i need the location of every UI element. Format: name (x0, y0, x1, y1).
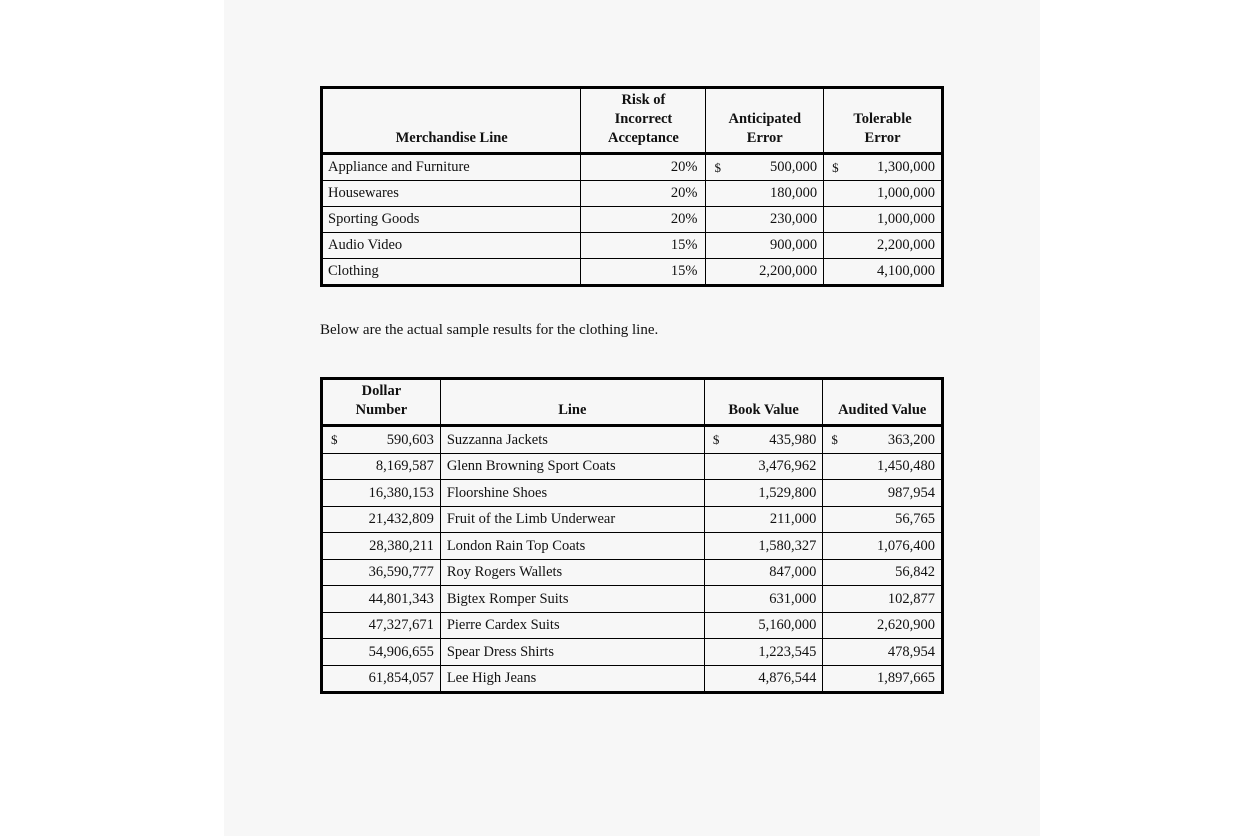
amount: 28,380,211 (369, 537, 434, 554)
anticipated-error-cell (706, 207, 824, 233)
line-cell: Roy Rogers Wallets (440, 559, 704, 586)
money-value (823, 671, 941, 686)
line-cell: Pierre Cardex Suits (440, 612, 704, 639)
dollar-number-cell (322, 426, 441, 454)
dollar-number-cell (322, 480, 441, 507)
dollar-number-cell (322, 586, 441, 613)
money-value (705, 671, 823, 686)
line-cell: Glenn Browning Sport Coats (440, 453, 704, 480)
document-page (224, 0, 1040, 836)
audited-value-cell (823, 480, 943, 507)
amount: 1,300,000 (877, 159, 935, 176)
amount: 180,000 (769, 185, 818, 202)
merchandise-line-cell: Clothing (322, 259, 581, 286)
money-value (823, 565, 941, 580)
amount: 1,000,000 (877, 185, 935, 202)
amount: 2,200,000 (877, 237, 935, 254)
amount: 47,327,671 (368, 617, 434, 633)
money-value (705, 539, 823, 554)
dollar-sign: $ (832, 160, 839, 175)
dollar-number-cell (322, 533, 441, 560)
line-cell: Spear Dress Shirts (440, 639, 704, 666)
risk-header: Risk of Incorrect Acceptance (581, 88, 706, 154)
audited-value-cell (823, 559, 943, 586)
table-row (322, 480, 943, 507)
line-cell: Floorshine Shoes (440, 480, 704, 507)
line-header: Line (440, 379, 704, 426)
book-value-cell (704, 639, 823, 666)
money-value (706, 186, 823, 201)
amount: 478,954 (887, 643, 935, 660)
money-value (705, 565, 823, 580)
book-value-cell (704, 612, 823, 639)
line-cell: Fruit of the Limb Underwear (440, 506, 704, 533)
line-cell: London Rain Top Coats (440, 533, 704, 560)
tolerable-error-header: Tolerable Error (824, 88, 943, 154)
tolerable-error-cell (824, 181, 943, 207)
amount: 8,169,587 (375, 458, 434, 474)
amount: 5,160,000 (758, 617, 817, 633)
amount: 36,590,777 (368, 564, 434, 580)
sample-results-note: Below are the actual sample results for the clothing line. (320, 322, 659, 338)
anticipated-error-cell (706, 259, 824, 286)
line-cell: Lee High Jeans (440, 665, 704, 693)
audited-value-cell (823, 639, 943, 666)
amount: 56,765 (895, 511, 935, 527)
table-row (322, 233, 943, 259)
audited-value-cell (823, 533, 943, 560)
money-value (705, 618, 823, 633)
audited-value-cell (823, 506, 943, 533)
money-value (705, 459, 823, 474)
amount: 61,854,057 (368, 670, 434, 686)
money-value (706, 264, 823, 279)
clothing-sample-table (320, 377, 944, 694)
book-value-cell (704, 506, 823, 533)
dollar-number-cell (322, 506, 441, 533)
line-cell: Bigtex Romper Suits (440, 586, 704, 613)
amount: 102,877 (887, 590, 935, 607)
money-value (823, 433, 941, 448)
dollar-number-cell (322, 559, 441, 586)
money-value (323, 671, 440, 686)
book-value-cell (704, 559, 823, 586)
merchandise-line-cell: Audio Video (322, 233, 581, 259)
table-row (322, 665, 943, 693)
dollar-sign: $ (714, 160, 721, 175)
amount: 1,897,665 (877, 670, 935, 686)
amount: 590,603 (386, 431, 434, 448)
audited-value-header: Audited Value (823, 379, 943, 426)
anticipated-error-cell (706, 233, 824, 259)
money-value (823, 512, 941, 527)
money-value (323, 565, 440, 580)
risk-cell: 20% (581, 181, 706, 207)
book-value-header: Book Value (704, 379, 823, 426)
audited-value-cell (823, 612, 943, 639)
money-value (823, 592, 941, 607)
dollar-sign: $ (331, 432, 338, 448)
table-header-row (322, 88, 943, 154)
merchandise-risk-table (320, 86, 944, 287)
merchandise-line-header: Merchandise Line (322, 88, 581, 154)
tolerable-error-cell (824, 154, 943, 181)
money-value (824, 264, 941, 279)
table-row (322, 207, 943, 233)
table-row (322, 559, 943, 586)
money-value (706, 160, 823, 175)
table-row (322, 533, 943, 560)
table-row (322, 453, 943, 480)
money-value (823, 618, 941, 633)
amount: 500,000 (769, 159, 818, 176)
tolerable-error-cell (824, 259, 943, 286)
risk-cell: 20% (581, 207, 706, 233)
amount: 56,842 (895, 564, 935, 580)
audited-value-cell (823, 453, 943, 480)
money-value (705, 433, 823, 448)
money-value (705, 486, 823, 501)
money-value (823, 459, 941, 474)
audited-value-cell (823, 665, 943, 693)
amount: 3,476,962 (758, 458, 817, 474)
money-value (823, 539, 941, 554)
money-value (323, 539, 440, 554)
book-value-cell (704, 426, 823, 454)
amount: 1,580,327 (758, 537, 817, 554)
amount: 435,980 (769, 431, 817, 448)
money-value (705, 645, 823, 660)
anticipated-error-cell (706, 181, 824, 207)
money-value (323, 459, 440, 474)
tolerable-error-cell (824, 233, 943, 259)
table-row (322, 259, 943, 286)
anticipated-error-cell (706, 154, 824, 181)
amount: 211,000 (769, 511, 817, 527)
risk-cell: 15% (581, 233, 706, 259)
dollar-number-header: Dollar Number (322, 379, 441, 426)
money-value (323, 645, 440, 660)
money-value (824, 186, 941, 201)
dollar-sign: $ (712, 432, 720, 448)
money-value (323, 486, 440, 501)
amount: 21,432,809 (368, 511, 434, 527)
table-row (322, 612, 943, 639)
money-value (705, 512, 823, 527)
money-value (824, 238, 941, 253)
book-value-cell (704, 665, 823, 693)
amount: 1,223,545 (758, 643, 817, 660)
money-value (824, 212, 941, 227)
table-header-row (322, 379, 943, 426)
amount: 16,380,153 (368, 484, 434, 501)
dollar-number-cell (322, 453, 441, 480)
line-cell: Suzzanna Jackets (440, 426, 704, 454)
amount: 44,801,343 (368, 590, 434, 607)
risk-cell: 20% (581, 154, 706, 181)
table-row (322, 586, 943, 613)
amount: 363,200 (887, 431, 935, 448)
table-row (322, 506, 943, 533)
table-row (322, 181, 943, 207)
amount: 4,876,544 (758, 670, 817, 686)
tolerable-error-cell (824, 207, 943, 233)
audited-value-cell (823, 586, 943, 613)
dollar-sign: $ (831, 432, 838, 448)
money-value (823, 486, 941, 501)
amount: 2,200,000 (759, 263, 818, 280)
risk-cell: 15% (581, 259, 706, 286)
table-row (322, 154, 943, 181)
book-value-cell (704, 533, 823, 560)
money-value (323, 618, 440, 633)
amount: 1,529,800 (758, 484, 817, 501)
merchandise-line-cell: Sporting Goods (322, 207, 581, 233)
merchandise-line-cell: Appliance and Furniture (322, 154, 581, 181)
book-value-cell (704, 453, 823, 480)
money-value (706, 238, 823, 253)
money-value (706, 212, 823, 227)
book-value-cell (704, 586, 823, 613)
amount: 847,000 (769, 564, 817, 580)
amount: 900,000 (769, 237, 818, 254)
table-row (322, 639, 943, 666)
money-value (823, 645, 941, 660)
money-value (323, 512, 440, 527)
amount: 1,076,400 (877, 537, 935, 554)
amount: 1,450,480 (877, 458, 935, 474)
money-value (323, 592, 440, 607)
dollar-number-cell (322, 612, 441, 639)
money-value (824, 160, 941, 175)
amount: 54,906,655 (368, 643, 434, 660)
dollar-number-cell (322, 639, 441, 666)
amount: 2,620,900 (877, 617, 935, 633)
amount: 987,954 (887, 484, 935, 501)
book-value-cell (704, 480, 823, 507)
dollar-number-cell (322, 665, 441, 693)
table-row (322, 426, 943, 454)
money-value (705, 592, 823, 607)
amount: 631,000 (769, 590, 817, 607)
amount: 4,100,000 (877, 263, 935, 280)
anticipated-error-header: Anticipated Error (706, 88, 824, 154)
audited-value-cell (823, 426, 943, 454)
amount: 230,000 (769, 211, 818, 228)
money-value (323, 433, 440, 448)
amount: 1,000,000 (877, 211, 935, 228)
merchandise-line-cell: Housewares (322, 181, 581, 207)
